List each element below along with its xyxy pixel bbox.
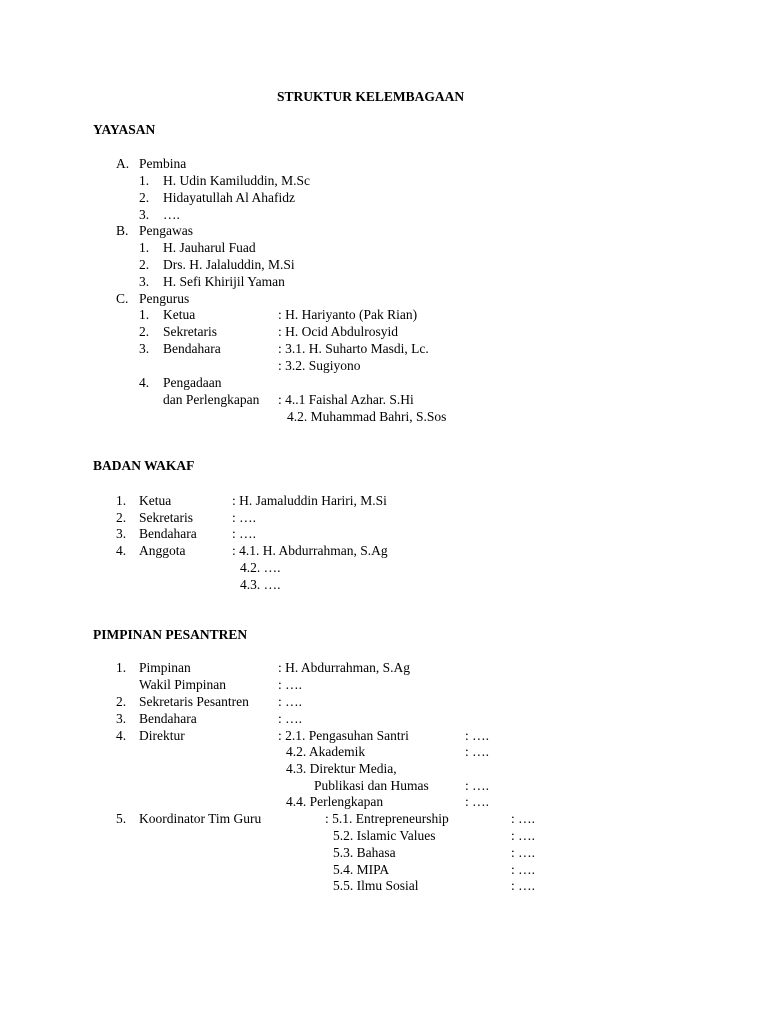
koordinator-sub-value: : …. bbox=[511, 862, 536, 877]
list-item-num: 3. bbox=[116, 711, 127, 726]
koordinator-sub-value: : …. bbox=[511, 811, 536, 826]
list-item-num: 1. bbox=[116, 660, 127, 675]
koordinator-sub-value: : …. bbox=[511, 878, 536, 893]
role-value: : H. Ocid Abdulrosyid bbox=[278, 324, 398, 339]
role-label: Sekretaris bbox=[163, 324, 217, 339]
direktur-sub-value: : …. bbox=[465, 744, 490, 759]
list-item-num: 4. bbox=[116, 543, 127, 558]
role-label: Pimpinan bbox=[139, 660, 191, 675]
role-value: : H. Hariyanto (Pak Rian) bbox=[278, 307, 418, 322]
role-value: : 3.2. Sugiyono bbox=[278, 358, 361, 373]
list-item-num: 1. bbox=[139, 240, 150, 255]
section-heading-badan-wakaf: BADAN WAKAF bbox=[93, 458, 195, 473]
list-item-num: 2. bbox=[116, 694, 127, 709]
list-item-num: 1. bbox=[116, 493, 127, 508]
list-item-num: 1. bbox=[139, 307, 150, 322]
role-label: Ketua bbox=[163, 307, 196, 322]
list-item-num: 5. bbox=[116, 811, 127, 826]
role-value: 4.2. Muhammad Bahri, S.Sos bbox=[287, 409, 447, 424]
list-item: …. bbox=[163, 207, 180, 222]
koordinator-sub-label: : 5.1. Entrepreneurship bbox=[325, 811, 449, 826]
list-item-num: 3. bbox=[139, 341, 150, 356]
direktur-sub-label: : 2.1. Pengasuhan Santri bbox=[278, 728, 409, 743]
role-label: Wakil Pimpinan bbox=[139, 677, 227, 692]
list-item-num: 3. bbox=[139, 274, 150, 289]
role-value: : …. bbox=[232, 526, 257, 541]
direktur-sub-label: 4.2. Akademik bbox=[286, 744, 366, 759]
list-item-num: 2. bbox=[139, 257, 150, 272]
role-label: Anggota bbox=[139, 543, 186, 558]
direktur-sub-value: : …. bbox=[465, 728, 490, 743]
role-value: : 4.1. H. Abdurrahman, S.Ag bbox=[232, 543, 388, 558]
role-label: Bendahara bbox=[139, 711, 197, 726]
role-value: : 4..1 Faishal Azhar. S.Hi bbox=[278, 392, 414, 407]
role-label: Sekretaris Pesantren bbox=[139, 694, 249, 709]
list-item: H. Udin Kamiluddin, M.Sc bbox=[163, 173, 310, 188]
role-label: Direktur bbox=[139, 728, 185, 743]
pengawas-marker: B. bbox=[116, 223, 129, 238]
section-heading-pimpinan: PIMPINAN PESANTREN bbox=[93, 627, 248, 642]
list-item-num: 4. bbox=[116, 728, 127, 743]
role-value: 4.3. …. bbox=[240, 577, 281, 592]
koordinator-sub-value: : …. bbox=[511, 828, 536, 843]
pengurus-marker: C. bbox=[116, 291, 129, 306]
pembina-label: Pembina bbox=[139, 156, 187, 171]
role-value: : …. bbox=[278, 694, 303, 709]
list-item: Drs. H. Jalaluddin, M.Si bbox=[163, 257, 295, 272]
role-value: 4.2. …. bbox=[240, 560, 281, 575]
pengurus-label: Pengurus bbox=[139, 291, 190, 306]
direktur-sub-label: Publikasi dan Humas bbox=[314, 778, 429, 793]
role-label: Ketua bbox=[139, 493, 172, 508]
role-label: Bendahara bbox=[163, 341, 221, 356]
direktur-sub-value: : …. bbox=[465, 794, 490, 809]
list-item: H. Jauharul Fuad bbox=[163, 240, 256, 255]
role-value: : …. bbox=[232, 510, 257, 525]
list-item-num: 4. bbox=[139, 375, 150, 390]
koordinator-sub-label: 5.3. Bahasa bbox=[333, 845, 396, 860]
role-value: : H. Jamaluddin Hariri, M.Si bbox=[232, 493, 387, 508]
role-value: : H. Abdurrahman, S.Ag bbox=[278, 660, 410, 675]
koordinator-sub-label: 5.2. Islamic Values bbox=[333, 828, 436, 843]
role-label: Pengadaan bbox=[163, 375, 222, 390]
role-value: : …. bbox=[278, 711, 303, 726]
pengawas-label: Pengawas bbox=[139, 223, 193, 238]
list-item: H. Sefi Khirijil Yaman bbox=[163, 274, 285, 289]
role-label: Bendahara bbox=[139, 526, 197, 541]
list-item-num: 3. bbox=[116, 526, 127, 541]
direktur-sub-label: 4.4. Perlengkapan bbox=[286, 794, 384, 809]
list-item-num: 2. bbox=[139, 324, 150, 339]
section-heading-yayasan: YAYASAN bbox=[93, 122, 156, 137]
list-item-num: 2. bbox=[116, 510, 127, 525]
role-label: Sekretaris bbox=[139, 510, 193, 525]
role-label: dan Perlengkapan bbox=[163, 392, 260, 407]
role-label: Koordinator Tim Guru bbox=[139, 811, 262, 826]
koordinator-sub-label: 5.5. Ilmu Sosial bbox=[333, 878, 419, 893]
koordinator-sub-value: : …. bbox=[511, 845, 536, 860]
koordinator-sub-label: 5.4. MIPA bbox=[333, 862, 390, 877]
list-item-num: 3. bbox=[139, 207, 150, 222]
direktur-sub-label: 4.3. Direktur Media, bbox=[286, 761, 397, 776]
role-value: : …. bbox=[278, 677, 303, 692]
page-title: STRUKTUR KELEMBAGAAN bbox=[277, 89, 465, 104]
list-item-num: 1. bbox=[139, 173, 150, 188]
list-item: Hidayatullah Al Ahafidz bbox=[163, 190, 295, 205]
role-value: : 3.1. H. Suharto Masdi, Lc. bbox=[278, 341, 429, 356]
direktur-sub-value: : …. bbox=[465, 778, 490, 793]
pembina-marker: A. bbox=[116, 156, 130, 171]
list-item-num: 2. bbox=[139, 190, 150, 205]
